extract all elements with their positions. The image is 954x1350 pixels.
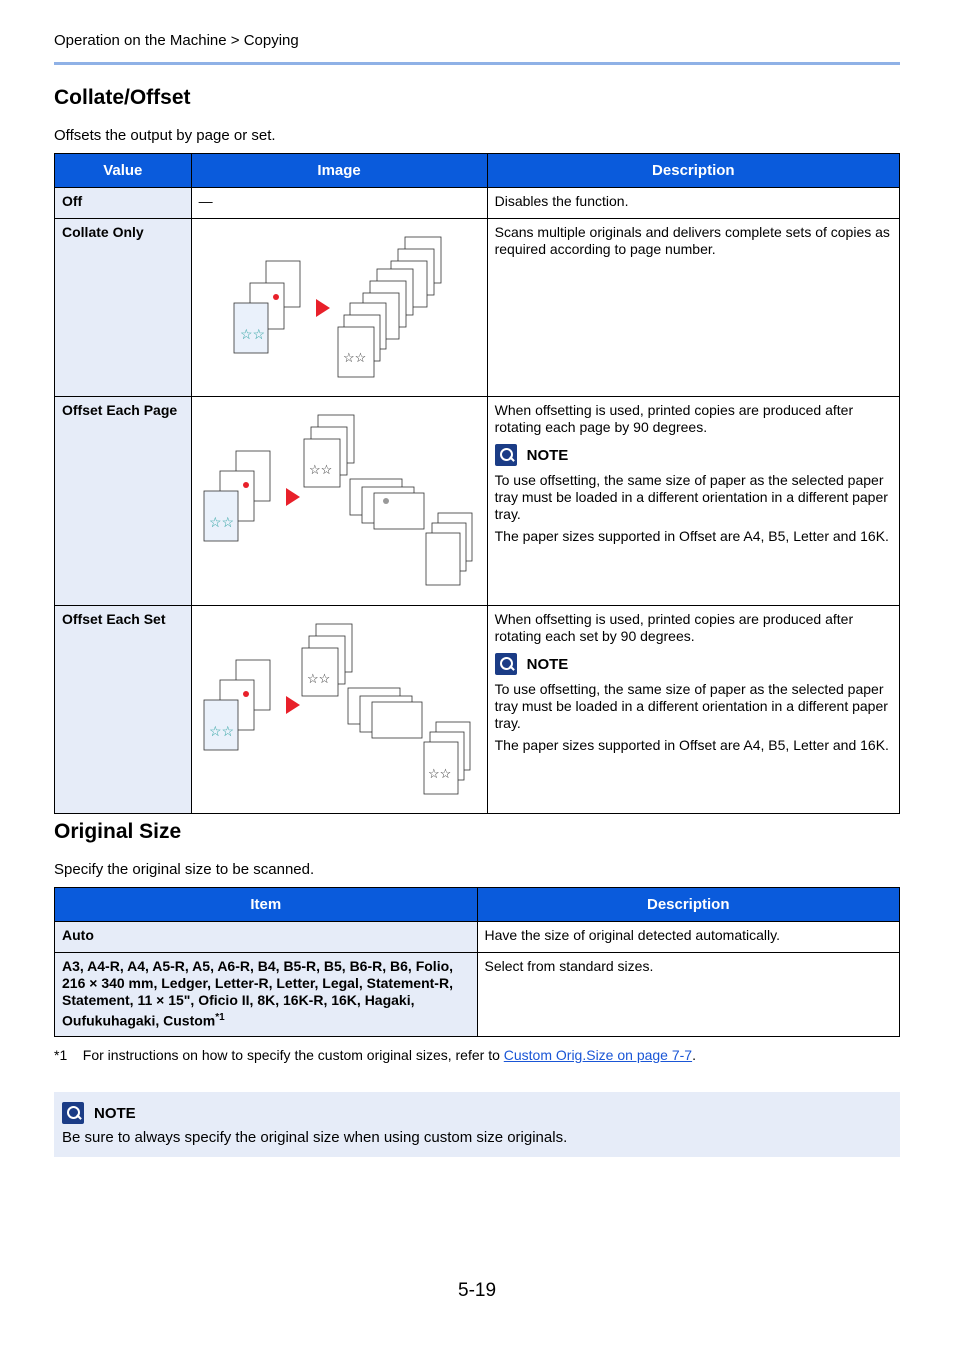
- note-label: NOTE: [526, 446, 569, 464]
- row-item-text: A3, A4-R, A4, A5-R, A5, A6-R, B4, B5-R, B5, B6-R, B6, Folio, 216 × 340 mm, Ledger, Letter-R, Letter, Legal, Statement-R, Statement, 11 × 15", Oficio II, 8K, 16K-R, 16K, Hagaki, Oufukuhagaki, Custom: [62, 958, 454, 1029]
- footnote-end: .: [692, 1047, 696, 1063]
- footnote-link[interactable]: Custom Orig.Size on page 7-7: [503, 1047, 693, 1063]
- col-image: Image: [191, 154, 487, 188]
- row-image: [191, 397, 487, 606]
- svg-text:☆☆: ☆☆: [208, 723, 234, 739]
- row-image: [191, 219, 487, 397]
- note-label: NOTE: [94, 1104, 136, 1122]
- table-row: [55, 188, 900, 219]
- table-row: [55, 922, 900, 953]
- section-title-collate: Collate/Offset: [54, 86, 191, 109]
- svg-text:☆☆: ☆☆: [239, 326, 265, 342]
- note-text: The paper sizes supported in Offset are A4, B5, Letter and 16K.: [494, 528, 889, 544]
- table-row: [55, 606, 900, 814]
- note-text: Be sure to always specify the original size when using custom size originals.: [62, 1129, 568, 1146]
- row-value: Collate Only: [55, 219, 192, 397]
- note-text: The paper sizes supported in Offset are A4, B5, Letter and 16K.: [494, 737, 889, 753]
- page-number: 5-19: [458, 1280, 497, 1301]
- col-value: Value: [55, 154, 192, 188]
- original-size-table: [54, 887, 900, 1037]
- row-description-text: When offsetting is used, printed copies are produced after rotating each page by 90 degrees.: [494, 402, 854, 435]
- row-description: [487, 397, 899, 606]
- svg-text:☆☆: ☆☆: [306, 671, 330, 686]
- original-table-header: [55, 888, 900, 922]
- table-row: [55, 953, 900, 1037]
- row-value: Offset Each Page: [55, 397, 192, 606]
- note-text: To use offsetting, the same size of paper as the selected paper tray must be loaded in a different orientation in a different paper tray.: [494, 472, 888, 522]
- collate-lead: Offsets the output by page or set.: [54, 127, 276, 144]
- svg-text:☆☆: ☆☆: [308, 462, 332, 477]
- original-lead: Specify the original size to be scanned.: [54, 861, 315, 878]
- col-description: Description: [487, 154, 899, 188]
- row-description-text: When offsetting is used, printed copies are produced after rotating each set by 90 degrees.: [494, 611, 854, 644]
- svg-text:☆☆: ☆☆: [342, 350, 366, 365]
- row-description: Disables the function.: [487, 188, 899, 219]
- row-image: [191, 606, 487, 814]
- svg-text:☆☆: ☆☆: [427, 766, 451, 781]
- collate-table-header: [55, 154, 900, 188]
- offset-each-set-illustration: [192, 606, 487, 809]
- header-rule: [54, 62, 900, 65]
- collate-table: [54, 153, 900, 814]
- note-label: NOTE: [526, 655, 569, 673]
- footnote-ref: *1: [215, 1012, 225, 1023]
- col-item: Item: [55, 888, 478, 922]
- col-description: Description: [477, 888, 900, 922]
- table-row: [55, 219, 900, 397]
- offset-each-page-illustration: [192, 397, 487, 601]
- row-description: Select from standard sizes.: [477, 953, 900, 1037]
- row-item: [55, 953, 478, 1037]
- footnote-text: For instructions on how to specify the custom original sizes, refer to: [82, 1047, 504, 1063]
- row-value: Offset Each Set: [55, 606, 192, 814]
- breadcrumb: Operation on the Machine > Copying: [54, 32, 299, 49]
- note-heading: [62, 1102, 136, 1124]
- collate-only-illustration: [192, 219, 487, 392]
- note-heading: [495, 653, 892, 675]
- row-item: Auto: [55, 922, 478, 953]
- note-heading: [495, 444, 892, 466]
- row-description: Scans multiple originals and delivers complete sets of copies as required according to page number.: [487, 219, 899, 397]
- row-image-text: —: [191, 188, 487, 219]
- svg-text:☆☆: ☆☆: [208, 514, 234, 530]
- row-description: [487, 606, 899, 814]
- table-row: [55, 397, 900, 606]
- section-title-original-size: Original Size: [54, 820, 182, 843]
- note-icon: [495, 653, 517, 675]
- note-box: [54, 1092, 900, 1157]
- row-description: Have the size of original detected automatically.: [477, 922, 900, 953]
- note-text: To use offsetting, the same size of paper as the selected paper tray must be loaded in a different orientation in a different paper tray.: [494, 681, 888, 731]
- note-icon: [62, 1102, 84, 1124]
- footnote-mark: *1: [54, 1047, 68, 1063]
- footnote: [54, 1047, 696, 1063]
- row-value: Off: [55, 188, 192, 219]
- note-icon: [495, 444, 517, 466]
